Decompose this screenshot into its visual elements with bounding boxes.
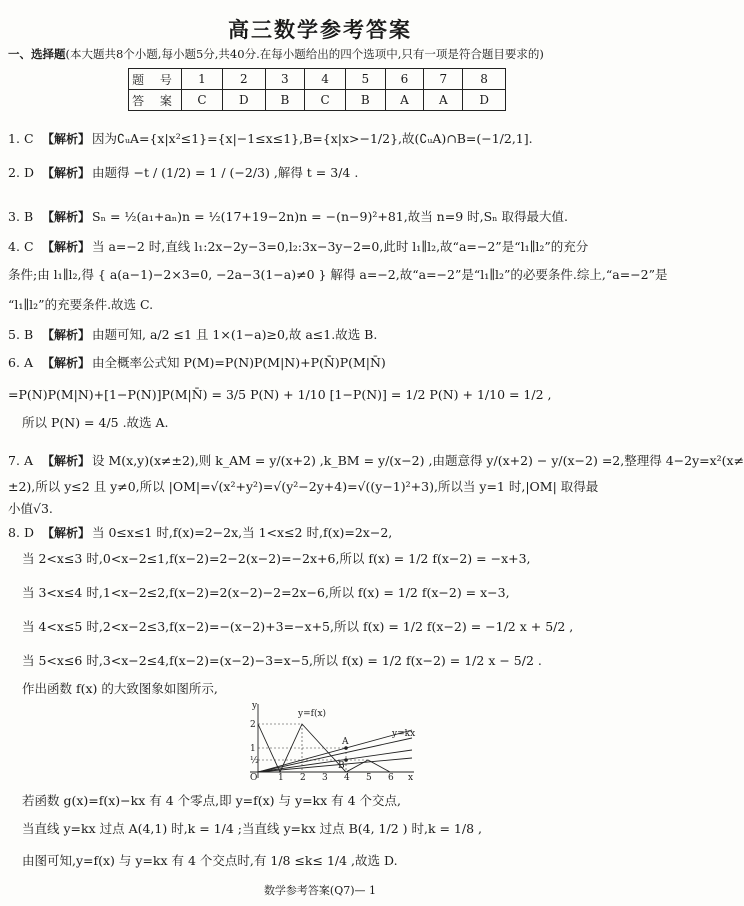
kx-line-1 <box>258 730 412 772</box>
x-tick: 3 <box>322 773 328 783</box>
answer-table-answer-row <box>129 90 506 111</box>
row-header-answer: 答 案 <box>129 90 182 111</box>
solution-line: 作出函数 f(x) 的大致图象如图所示, <box>22 681 218 696</box>
analysis-tag: 【解析】 <box>41 454 90 468</box>
question-answer: D <box>24 165 35 180</box>
guide-lines <box>258 724 368 772</box>
answer-cell: D <box>463 90 506 111</box>
solution-line: 条件;由 l₁∥l₂,得 { a(a−1)−2×3=0, −2a−3(1−a)≠0 } 解得 a=−2,故“a=−2”是“l₁∥l₂”的必要条件.综上,“a=−2”是 <box>8 267 668 282</box>
solution-line: 当直线 y=kx 过点 A(4,1) 时,k = 1/4 ;当直线 y=kx 过点 B(4, 1/2 ) 时,k = 1/8 , <box>22 821 482 836</box>
x-tick: 5 <box>366 773 372 783</box>
number-cell: 5 <box>346 69 385 90</box>
kx-line-2 <box>258 738 412 772</box>
question-answer: A <box>24 355 34 370</box>
solution-line: 当 0≤x≤1 时,f(x)=2−2x,当 1<x≤2 时,f(x)=2x−2, <box>92 525 393 540</box>
analysis-tag: 【解析】 <box>41 328 90 342</box>
answer-table <box>128 68 506 111</box>
line-label: y=kx <box>392 729 416 739</box>
question-6 <box>8 352 632 374</box>
function-graph <box>222 700 422 783</box>
solution-line: Sₙ = ½(a₁+aₙ)n = ½(17+19−2n)n = −(n−9)²+81,故当 n=9 时,Sₙ 取得最大值. <box>92 209 569 224</box>
question-answer: C <box>24 131 34 146</box>
solution-line: 若函数 g(x)=f(x)−kx 有 4 个零点,即 y=f(x) 与 y=kx 有 4 个交点, <box>22 793 402 808</box>
answer-cell: B <box>265 90 304 111</box>
number-cell: 3 <box>265 69 304 90</box>
origin-label: O <box>250 773 258 783</box>
question-4 <box>8 236 632 258</box>
question-answer: D <box>24 525 35 540</box>
kx-line-3 <box>258 750 412 772</box>
page-footer: 数学参考答案(Q7)— 1 <box>263 884 377 897</box>
y-tick: 2 <box>250 720 256 730</box>
question-answer: B <box>24 327 34 342</box>
point-b-label: B <box>338 761 345 771</box>
analysis-tag: 【解析】 <box>41 132 90 146</box>
answer-cell: B <box>346 90 385 111</box>
solution-line: =P(N)P(M|N)+[1−P(N)]P(M|N̄) = 3/5 P(N) + 1/10 [1−P(N)] = 1/2 P(N) + 1/10 = 1/2 , <box>8 387 552 402</box>
solution-line: 由题可知, a/2 ≤1 且 1×(1−a)≥0,故 a≤1.故选 B. <box>92 327 378 342</box>
question-answer: C <box>24 239 34 254</box>
question-number: 2. <box>8 165 20 180</box>
question-answer: B <box>24 209 34 224</box>
answer-table-number-row <box>129 69 506 90</box>
x-tick: 2 <box>300 773 306 783</box>
number-cell: 4 <box>305 69 346 90</box>
analysis-tag: 【解析】 <box>41 166 90 180</box>
question-5 <box>8 324 632 346</box>
number-cell: 2 <box>222 69 265 90</box>
question-8 <box>8 522 632 544</box>
answer-cell: A <box>385 90 424 111</box>
question-2 <box>8 162 632 184</box>
question-number: 3. <box>8 209 20 224</box>
row-header-number: 题 号 <box>129 69 182 90</box>
analysis-tag: 【解析】 <box>41 356 90 370</box>
curve-label: y=f(x) <box>298 709 327 719</box>
y-tick: ½ <box>250 756 259 766</box>
question-number: 8. <box>8 525 20 540</box>
number-cell: 7 <box>424 69 463 90</box>
solution-line: 当 3<x≤4 时,1<x−2≤2,f(x−2)=2(x−2)−2=2x−6,所以 f(x) = 1/2 f(x−2) = x−3, <box>22 585 510 600</box>
solution-line: 所以 P(N) = 4/5 .故选 A. <box>22 415 169 430</box>
x-tick: 6 <box>388 773 394 783</box>
solution-line: 小值√3. <box>8 501 53 516</box>
solution-line: “l₁∥l₂”的充要条件.故选 C. <box>8 297 154 312</box>
section-heading-label: 一、选择题 <box>8 47 66 61</box>
analysis-tag: 【解析】 <box>41 526 90 540</box>
solution-line: 因为∁ᵤA={x|x²≤1}={x|−1≤x≤1},B={x|x>−1/2},故(∁ᵤA)∩B=(−1/2,1]. <box>92 131 533 146</box>
answer-cell: C <box>182 90 223 111</box>
x-axis-label: x <box>408 773 414 783</box>
solution-line: 当 4<x≤5 时,2<x−2≤3,f(x−2)=−(x−2)+3=−x+5,所以 f(x) = 1/2 f(x−2) = −1/2 x + 5/2 , <box>22 619 574 634</box>
question-number: 5. <box>8 327 20 342</box>
question-3 <box>8 206 632 228</box>
solution-line: ±2),所以 y≤2 且 y≠0,所以 |OM|=√(x²+y²)=√(y²−2y+4)=√((y−1)²+3),所以当 y=1 时,|OM| 取得最 <box>8 479 599 494</box>
answer-cell: D <box>222 90 265 111</box>
analysis-tag: 【解析】 <box>41 210 90 224</box>
solution-line: 由全概率公式知 P(M)=P(N)P(M|N)+P(N̄)P(M|N̄) <box>92 355 386 370</box>
answer-cell: A <box>424 90 463 111</box>
number-cell: 6 <box>385 69 424 90</box>
question-7 <box>8 450 744 472</box>
question-1 <box>8 128 632 150</box>
question-number: 4. <box>8 239 20 254</box>
section-heading <box>8 46 632 62</box>
question-number: 7. <box>8 453 20 468</box>
point-a-label: A <box>342 737 349 747</box>
page-title: 高三数学参考答案 <box>228 18 412 42</box>
solution-line: 设 M(x,y)(x≠±2),则 k_AM = y/(x+2) ,k_BM = y/(x−2) ,由题意得 y/(x+2) − y/(x−2) =2,整理得 4−2y=x²(x≠ <box>92 453 744 468</box>
question-number: 1. <box>8 131 20 146</box>
solution-line: 当 2<x≤3 时,0<x−2≤1,f(x−2)=2−2(x−2)=−2x+6,所以 f(x) = 1/2 f(x−2) = −x+3, <box>22 551 531 566</box>
x-tick: 4 <box>344 773 350 783</box>
number-cell: 1 <box>182 69 223 90</box>
solution-line: 当 a=−2 时,直线 l₁:2x−2y−3=0,l₂:3x−3y−2=0,此时 l₁∥l₂,故“a=−2”是“l₁∥l₂”的充分 <box>92 239 589 254</box>
question-answer: A <box>24 453 34 468</box>
point-b-marker <box>344 758 348 762</box>
question-number: 6. <box>8 355 20 370</box>
solution-line: 当 5<x≤6 时,3<x−2≤4,f(x−2)=(x−2)−3=x−5,所以 f(x) = 1/2 f(x−2) = 1/2 x − 5/2 . <box>22 653 542 668</box>
solution-line: 由图可知,y=f(x) 与 y=kx 有 4 个交点时,有 1/8 ≤k≤ 1/4 ,故选 D. <box>22 853 398 868</box>
analysis-tag: 【解析】 <box>41 240 90 254</box>
x-tick: 1 <box>278 773 284 783</box>
y-axis-label: y <box>252 701 258 711</box>
answer-cell: C <box>305 90 346 111</box>
section-instruction: (本大题共8个小题,每小题5分,共40分.在每小题给出的四个选项中,只有一项是符合题目要求的) <box>65 47 544 61</box>
number-cell: 8 <box>463 69 506 90</box>
y-tick: 1 <box>250 744 256 754</box>
solution-line: 由题得 −t / (1/2) = 1 / (−2/3) ,解得 t = 3/4 . <box>92 165 359 180</box>
